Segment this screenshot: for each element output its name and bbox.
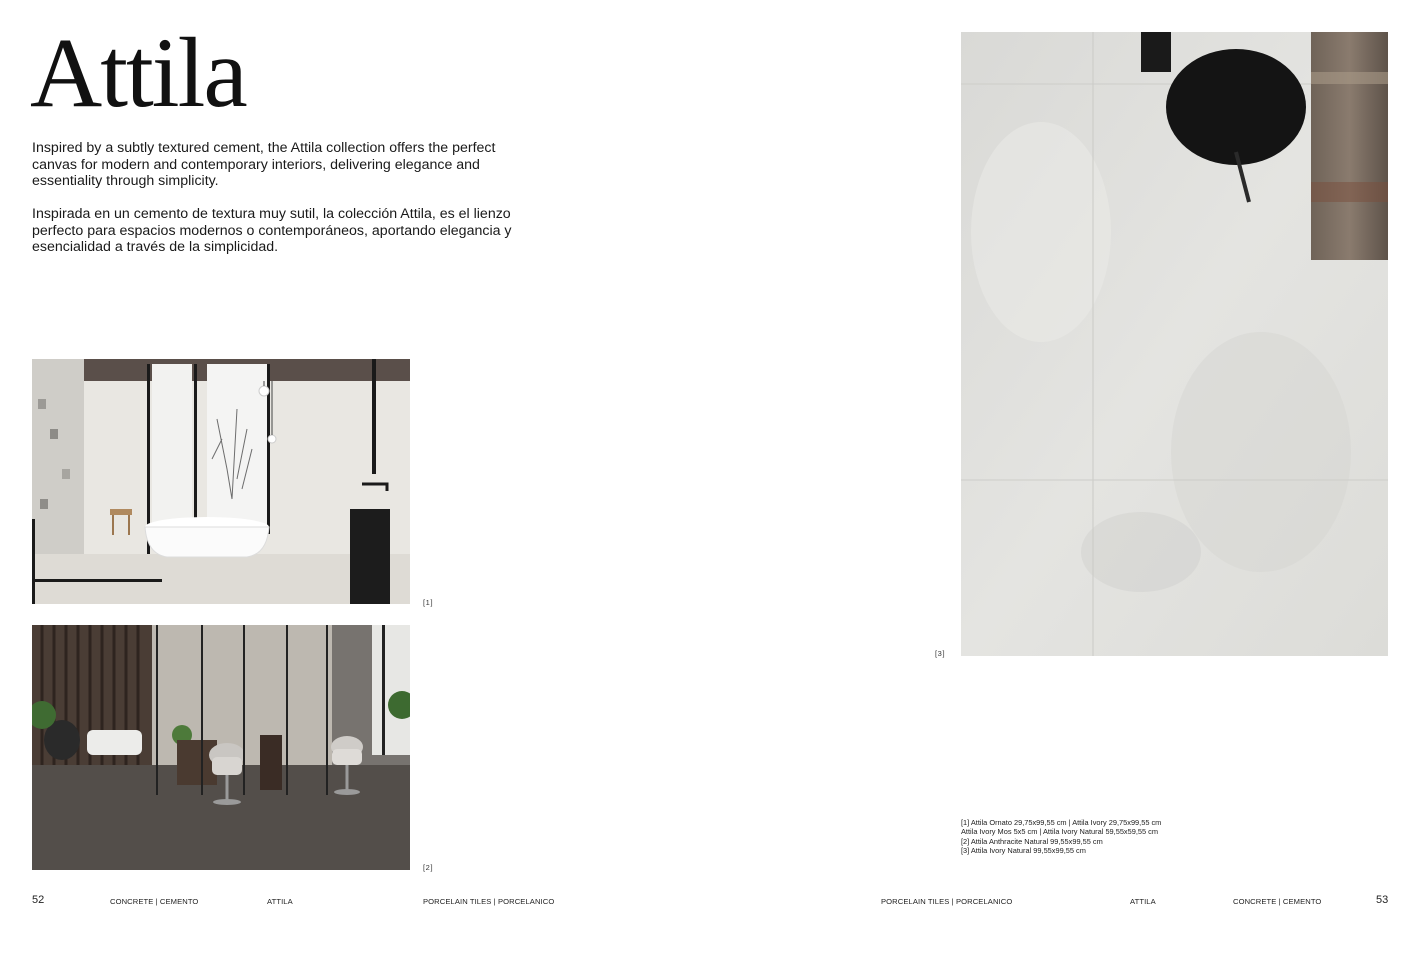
footer-right-category: PORCELAIN TILES | PORCELANICO — [881, 897, 1013, 906]
floor-topview-photo — [961, 32, 1388, 656]
caption-line: [1] Attila Ornato 29,75x99,55 cm | Attila Ivory 29,75x99,55 cm — [961, 818, 1162, 827]
salon-photo — [32, 625, 410, 870]
intro-text-english: Inspired by a subtly textured cement, the Attila collection offers the perfect canvas for modern and contemporary interiors, delivering elegance and essentiality through simplicity. — [32, 140, 496, 189]
page-number-right: 53 — [1376, 894, 1389, 906]
page-title: Attila — [30, 17, 246, 128]
image-reference-2: [2] — [423, 863, 434, 872]
image-reference-1: [1] — [423, 598, 434, 607]
footer-left-category: PORCELAIN TILES | PORCELANICO — [423, 897, 555, 906]
caption-line: Attila Ivory Mos 5x5 cm | Attila Ivory Natural 59,55x59,55 cm — [961, 827, 1159, 837]
image-captions — [961, 818, 1161, 856]
footer-right-section: CONCRETE | CEMENTO — [1233, 897, 1322, 906]
footer-left-collection: ATTILA — [267, 897, 293, 906]
caption-line: [3] Attila Ivory Natural 99,55x99,55 cm — [961, 846, 1086, 856]
footer-left-section: CONCRETE | CEMENTO — [110, 897, 199, 906]
bathroom-photo — [32, 359, 410, 604]
footer-right-collection: ATTILA — [1130, 897, 1156, 906]
intro-text-spanish: Inspirada en un cemento de textura muy sutil, la colección Attila, es el lienzo perfecto para espacios modernos o contemporáneos, aportando elegancia y esencialidad a través de la simplicidad. — [32, 206, 512, 255]
caption-line: [2] Attila Anthracite Natural 99,55x99,55 cm — [961, 836, 1103, 846]
image-reference-3: [3] — [935, 649, 946, 658]
page-number-left: 52 — [32, 894, 45, 906]
